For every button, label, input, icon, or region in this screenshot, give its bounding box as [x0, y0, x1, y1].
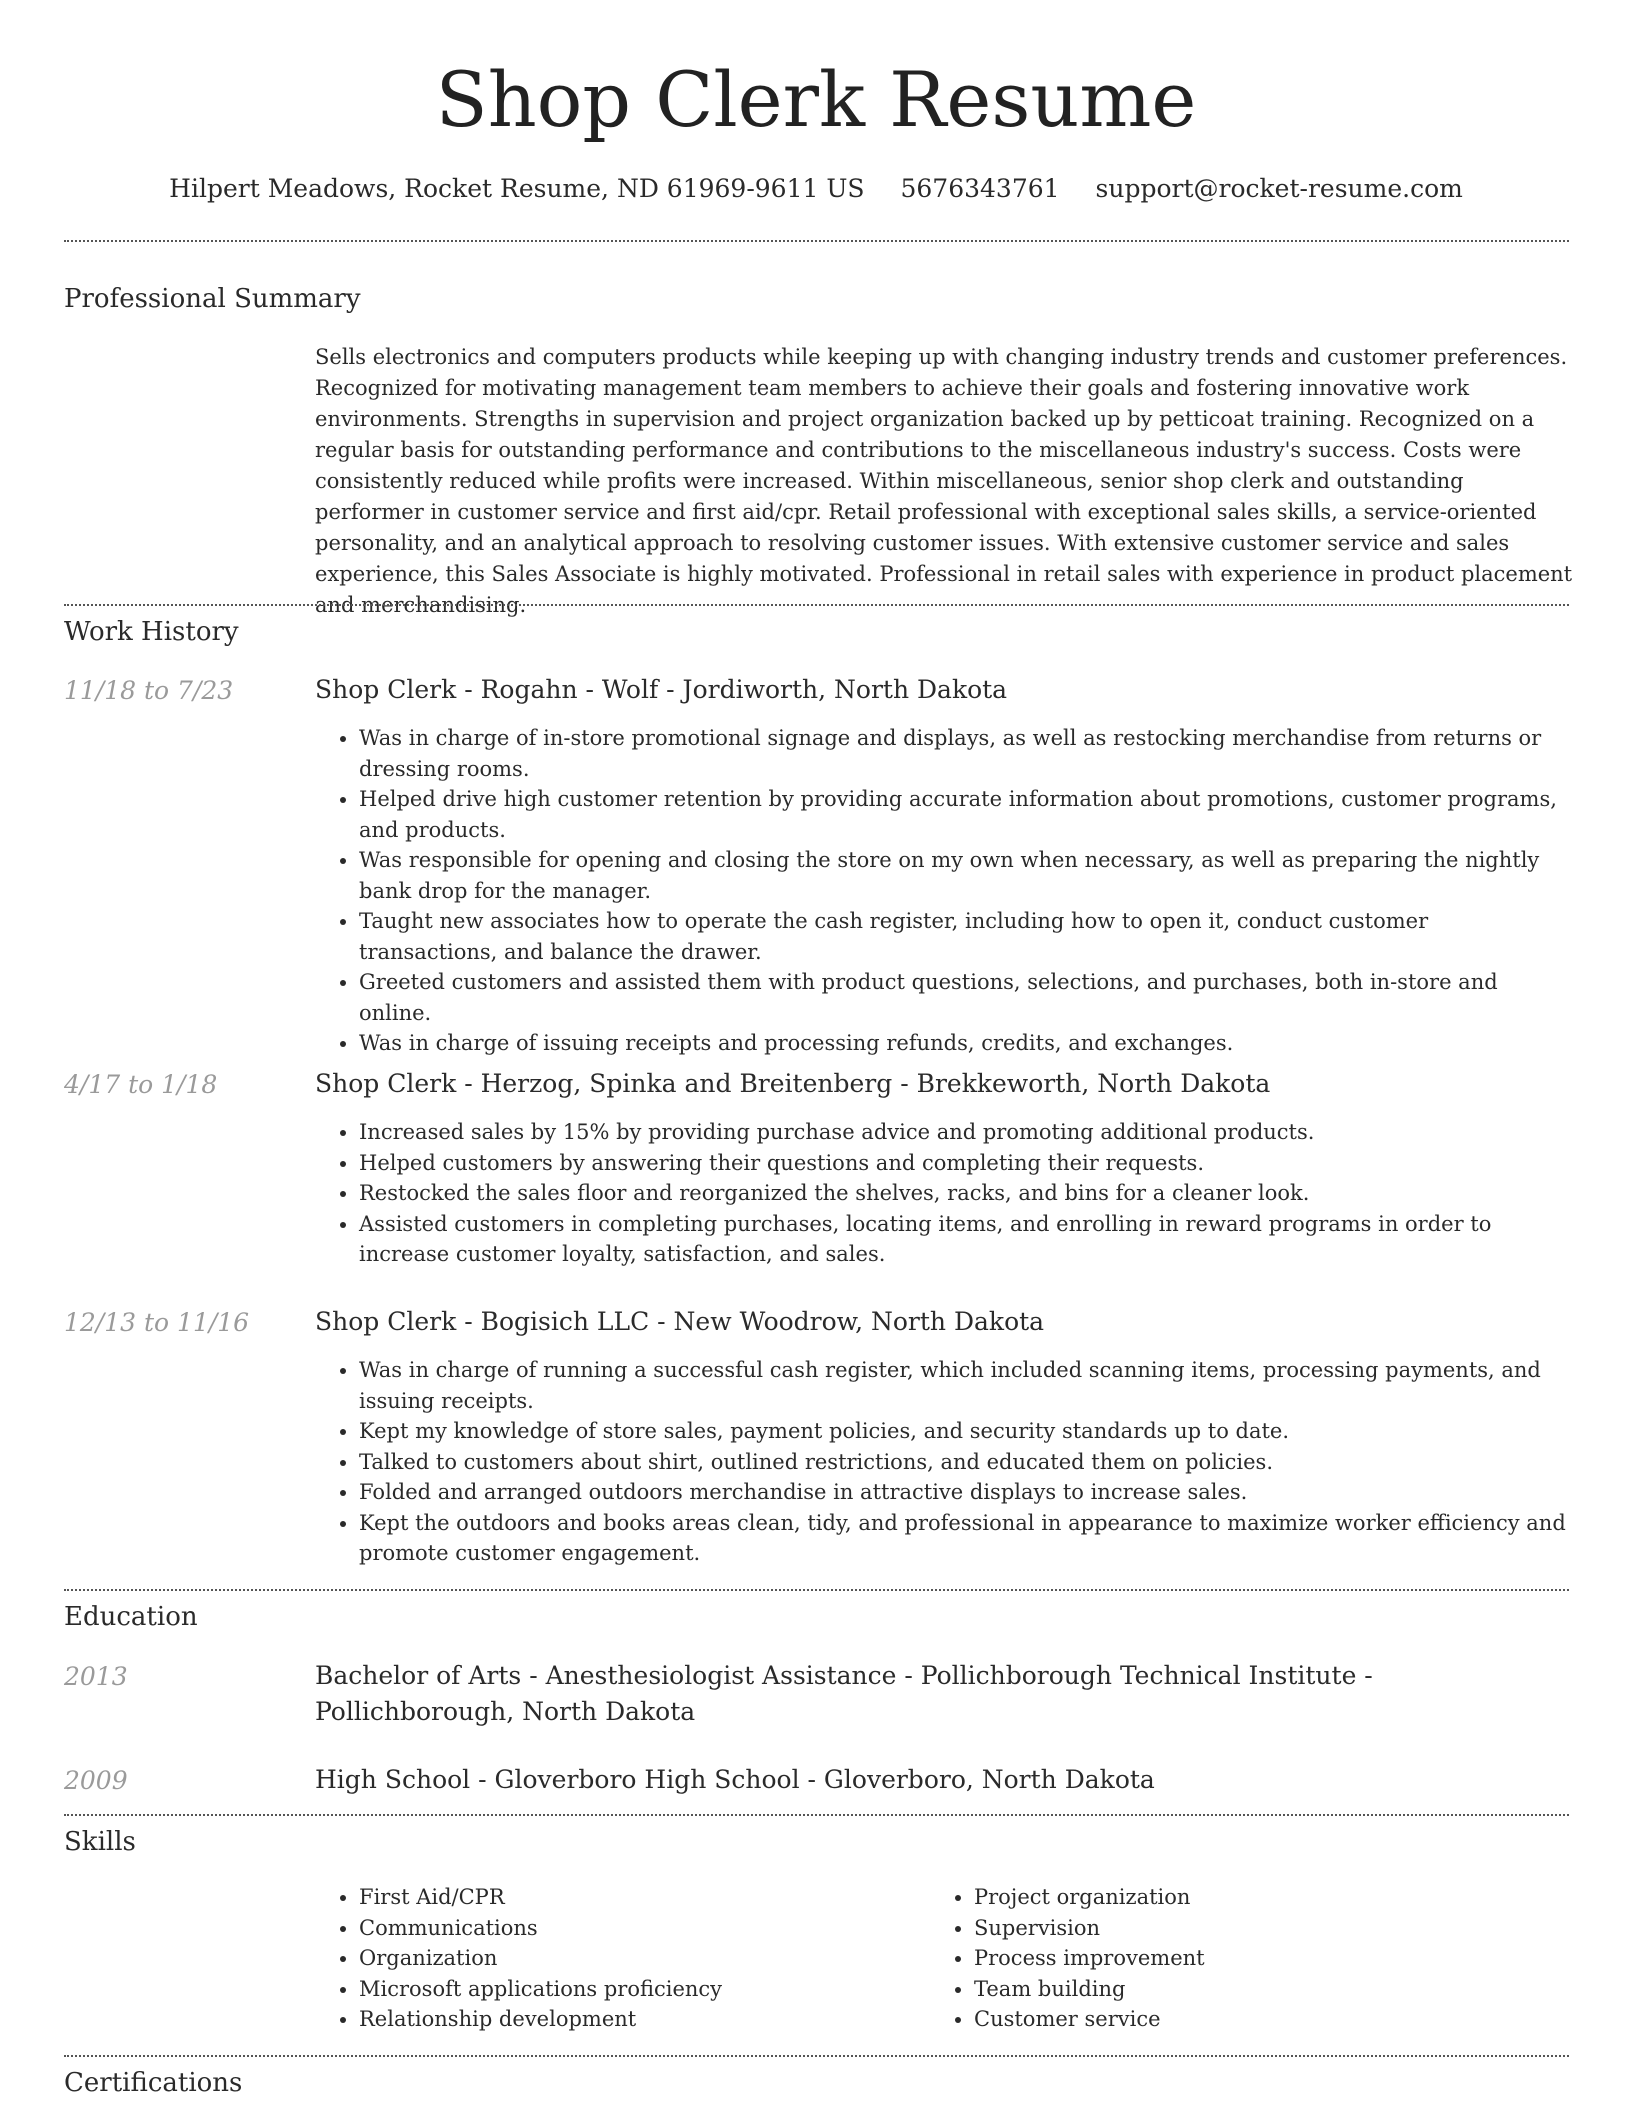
contact-line	[0, 172, 1632, 206]
job-title: Shop Clerk - Bogisich LLC - New Woodrow, North Dakota	[315, 1307, 1045, 1336]
job-bullet: • Kept the outdoors and books areas clean, tidy, and professional in appearance to maximize worker efficiency and promote customer engagement.	[359, 1508, 1571, 1569]
job-bullet: • Was in charge of issuing receipts and processing refunds, credits, and exchanges.	[359, 1028, 1571, 1059]
job-bullet: • Was in charge of in-store promotional signage and displays, as well as restocking merchandise from returns or dressing rooms.	[359, 723, 1571, 784]
skill-item: • Relationship development	[359, 2004, 915, 2035]
job-bullet: • Talked to customers about shirt, outlined restrictions, and educated them on policies.	[359, 1447, 1571, 1478]
education-title: High School - Gloverboro High School - Gloverboro, North Dakota	[315, 1765, 1155, 1794]
job-bullet: • Assisted customers in completing purchases, locating items, and enrolling in reward programs in order to increase customer loyalty, satisfaction, and sales.	[359, 1209, 1571, 1270]
education-title: Bachelor of Arts - Anesthesiologist Assistance - Pollichborough Technical Institute - Pollichborough, North Dakota	[315, 1661, 1373, 1726]
resume-title: Shop Clerk Resume	[435, 55, 1197, 144]
job-bullet: • Was in charge of running a successful cash register, which included scanning items, processing payments, and issuing receipts.	[359, 1355, 1571, 1416]
job-bullet: • Taught new associates how to operate the cash register, including how to open it, conduct customer transactions, and balance the drawer.	[359, 906, 1571, 967]
job-bullet: • Restocked the sales floor and reorganized the shelves, racks, and bins for a cleaner look.	[359, 1178, 1571, 1209]
skills-list-right	[930, 1882, 1550, 2035]
skill-item: • Project organization	[974, 1882, 1550, 1913]
job-bullet: • Folded and arranged outdoors merchandise in attractive displays to increase sales.	[359, 1477, 1571, 1508]
skill-item: • First Aid/CPR	[359, 1882, 915, 1913]
education-year: 2013	[64, 1662, 128, 1691]
section-title-education: Education	[64, 1602, 198, 1632]
job-bullet: • Helped drive high customer retention by providing accurate information about promotions, customer programs, and products.	[359, 784, 1571, 845]
section-divider	[64, 1589, 1569, 1591]
contact-address: Hilpert Meadows, Rocket Resume, ND 61969-9611 US	[169, 174, 865, 203]
skill-item: • Microsoft applications proficiency	[359, 1974, 915, 2005]
section-title-certifications: Certifications	[64, 2068, 243, 2098]
job-bullets	[315, 1117, 1571, 1270]
skill-item: • Process improvement	[974, 1943, 1550, 1974]
job-bullets	[315, 1355, 1571, 1569]
job-bullet: • Helped customers by answering their questions and completing their requests.	[359, 1148, 1571, 1179]
job-bullet: • Increased sales by 15% by providing purchase advice and promoting additional products.	[359, 1117, 1571, 1148]
section-title-skills: Skills	[64, 1827, 136, 1857]
job-dates: 11/18 to 7/23	[64, 676, 234, 705]
section-title-summary: Professional Summary	[64, 284, 361, 314]
contact-phone: 5676343761	[900, 174, 1060, 203]
job-dates: 4/17 to 1/18	[64, 1070, 218, 1099]
summary-text: Sells electronics and computers products while keeping up with changing industry trends and customer preferences. Recognized for motivating management team members to achieve their goals and fostering innovative work environments. Strengths in supervision and project organization backed up by petticoat training. Recognized on a regular basis for outstanding performance and contributions to the miscellaneous industry's success. Costs were consistently reduced while profits were increased. Within miscellaneous, senior shop clerk and outstanding performer in customer service and first aid/cpr. Retail professional with exceptional sales skills, a service-oriented personality, and an analytical approach to resolving customer issues. With extensive customer service and sales experience, this Sales Associate is highly motivated. Professional in retail sales with experience in product placement and merchandising.	[315, 345, 1573, 617]
education-year: 2009	[64, 1766, 128, 1795]
skills-list-left	[315, 1882, 915, 2035]
skill-item: • Team building	[974, 1974, 1550, 2005]
section-title-work-history: Work History	[64, 617, 239, 647]
section-divider	[64, 2055, 1569, 2057]
skill-item: • Communications	[359, 1913, 915, 1944]
skill-item: • Organization	[359, 1943, 915, 1974]
contact-email: support@rocket-resume.com	[1095, 174, 1463, 203]
skill-item: • Customer service	[974, 2004, 1550, 2035]
job-title: Shop Clerk - Rogahn - Wolf - Jordiworth, North Dakota	[315, 675, 1008, 704]
job-bullet: • Kept my knowledge of store sales, payment policies, and security standards up to date.	[359, 1416, 1571, 1447]
job-bullet: • Greeted customers and assisted them with product questions, selections, and purchases, both in-store and online.	[359, 967, 1571, 1028]
job-dates: 12/13 to 11/16	[64, 1308, 250, 1337]
section-divider	[64, 240, 1569, 242]
job-title: Shop Clerk - Herzog, Spinka and Breitenberg - Brekkeworth, North Dakota	[315, 1069, 1271, 1098]
skill-item: • Supervision	[974, 1913, 1550, 1944]
job-bullets	[315, 723, 1571, 1059]
section-divider	[64, 1814, 1569, 1816]
section-divider	[64, 604, 1569, 606]
job-bullet: • Was responsible for opening and closing the store on my own when necessary, as well as preparing the nightly bank drop for the manager.	[359, 845, 1571, 906]
